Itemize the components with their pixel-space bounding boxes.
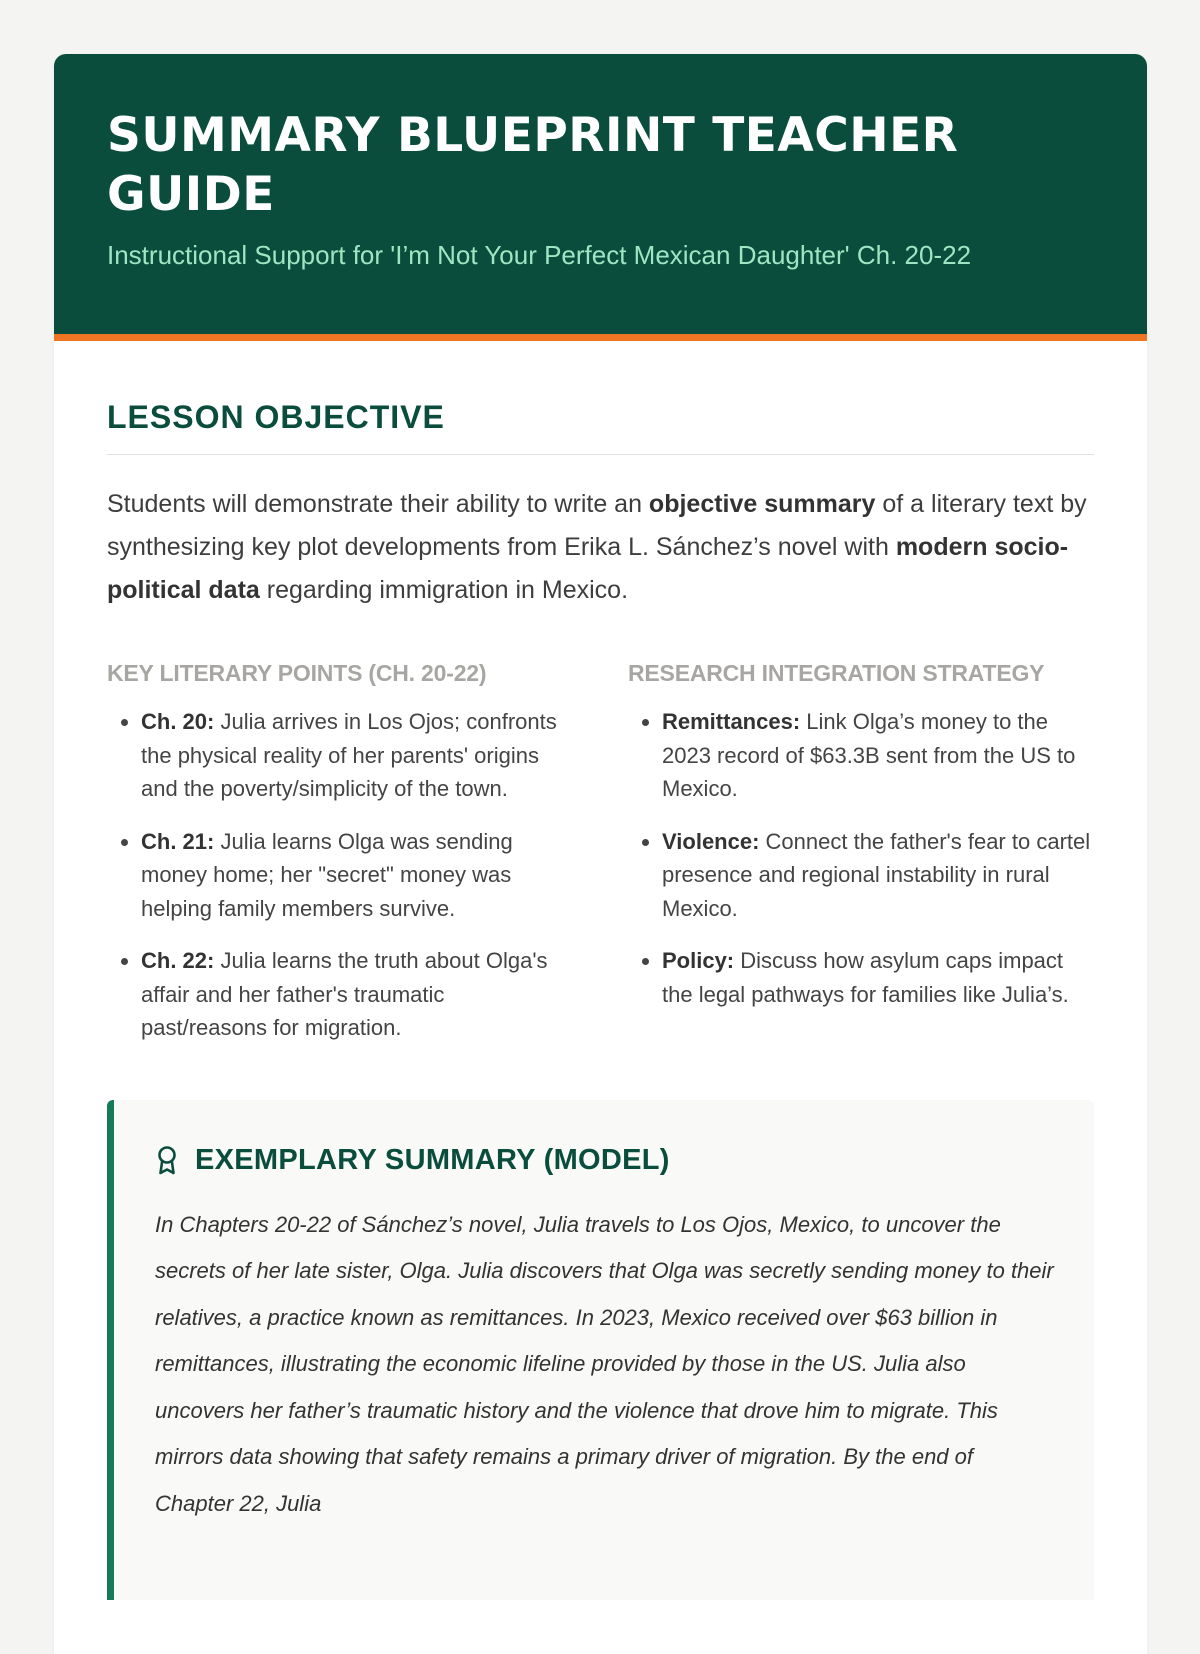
item-text: Julia arrives in Los Ojos; confronts the physical reality of her parents' origins and the poverty/simplicity of the town. — [141, 709, 557, 801]
item-label: Violence: — [662, 828, 760, 854]
award-icon — [155, 1145, 179, 1175]
literary-points-heading: KEY LITERARY POINTS (CH. 20-22) — [107, 660, 487, 686]
objective-emphasis: modern socio-political data — [107, 533, 1069, 604]
guide-card — [54, 54, 1147, 1654]
list-item — [141, 944, 570, 1045]
list-item — [141, 825, 570, 926]
list-item — [662, 825, 1091, 926]
objective-text-part: regarding immigration in Mexico. — [259, 576, 629, 604]
two-column-section — [107, 660, 1094, 1064]
item-label: Ch. 20: — [141, 709, 215, 734]
item-text: Discuss how asylum caps impact the legal pathways for families like Julia’s. — [662, 948, 1069, 1007]
item-text: Connect the father's fear to cartel presence and regional instability in rural Mexico. — [662, 828, 1091, 921]
exemplary-summary-heading-text: EXEMPLARY SUMMARY (MODEL) — [195, 1143, 670, 1176]
literary-points-column — [107, 660, 570, 1064]
list-item — [141, 705, 570, 806]
objective-text — [107, 483, 1094, 612]
list-item — [662, 944, 1091, 1011]
objective-text-part: Students will demonstrate their ability to write an — [107, 490, 649, 518]
item-label: Remittances: — [662, 709, 801, 734]
item-text: Julia learns Olga was sending money home; her "secret" money was helping family members survive. — [141, 828, 513, 921]
exemplary-summary-box — [107, 1100, 1094, 1600]
content — [54, 341, 1147, 1600]
objective-heading: LESSON OBJECTIVE — [107, 341, 1094, 455]
objective-emphasis: objective summary — [648, 490, 876, 518]
exemplary-summary-text: In Chapters 20-22 of Sánchez’s novel, Julia travels to Los Ojos, Mexico, to uncover the secrets of her late sister, Olga. Julia discovers that Olga was secretly sending money to their relatives, a practice known as remittances. In 2023, Mexico received over $63 billion in remittances, illustrating the economic lifeline provided by those in the US. Julia also uncovers her father’s traumatic history and the violence that drove him to migrate. This mirrors data showing that safety remains a primary driver of migration. By the end of Chapter 22, Julia — [155, 1211, 1054, 1517]
item-text: Julia learns the truth about Olga's affair and her father's traumatic past/reasons for migration. — [141, 948, 548, 1040]
literary-points-list — [107, 705, 570, 1045]
list-item — [662, 705, 1091, 806]
header-banner — [54, 54, 1147, 341]
item-label: Ch. 21: — [141, 828, 215, 854]
item-text: Link Olga’s money to the 2023 record of $63.3B sent from the US to Mexico. — [662, 709, 1076, 801]
research-strategy-heading: RESEARCH INTEGRATION STRATEGY — [628, 660, 1045, 686]
exemplary-summary-heading — [155, 1144, 1054, 1177]
research-strategy-column — [628, 660, 1091, 1064]
objective-text-part: of a literary text by synthesizing key plot developments from Erika L. Sánchez’s novel with — [107, 490, 1087, 561]
research-strategy-list — [628, 705, 1091, 1011]
item-label: Policy: — [662, 948, 735, 973]
page-subtitle: Instructional Support for 'I’m Not Your Perfect Mexican Daughter' Ch. 20-22 — [107, 240, 972, 270]
item-label: Ch. 22: — [141, 948, 215, 973]
page-title: SUMMARY BLUEPRINT TEACHER GUIDE — [107, 108, 959, 222]
